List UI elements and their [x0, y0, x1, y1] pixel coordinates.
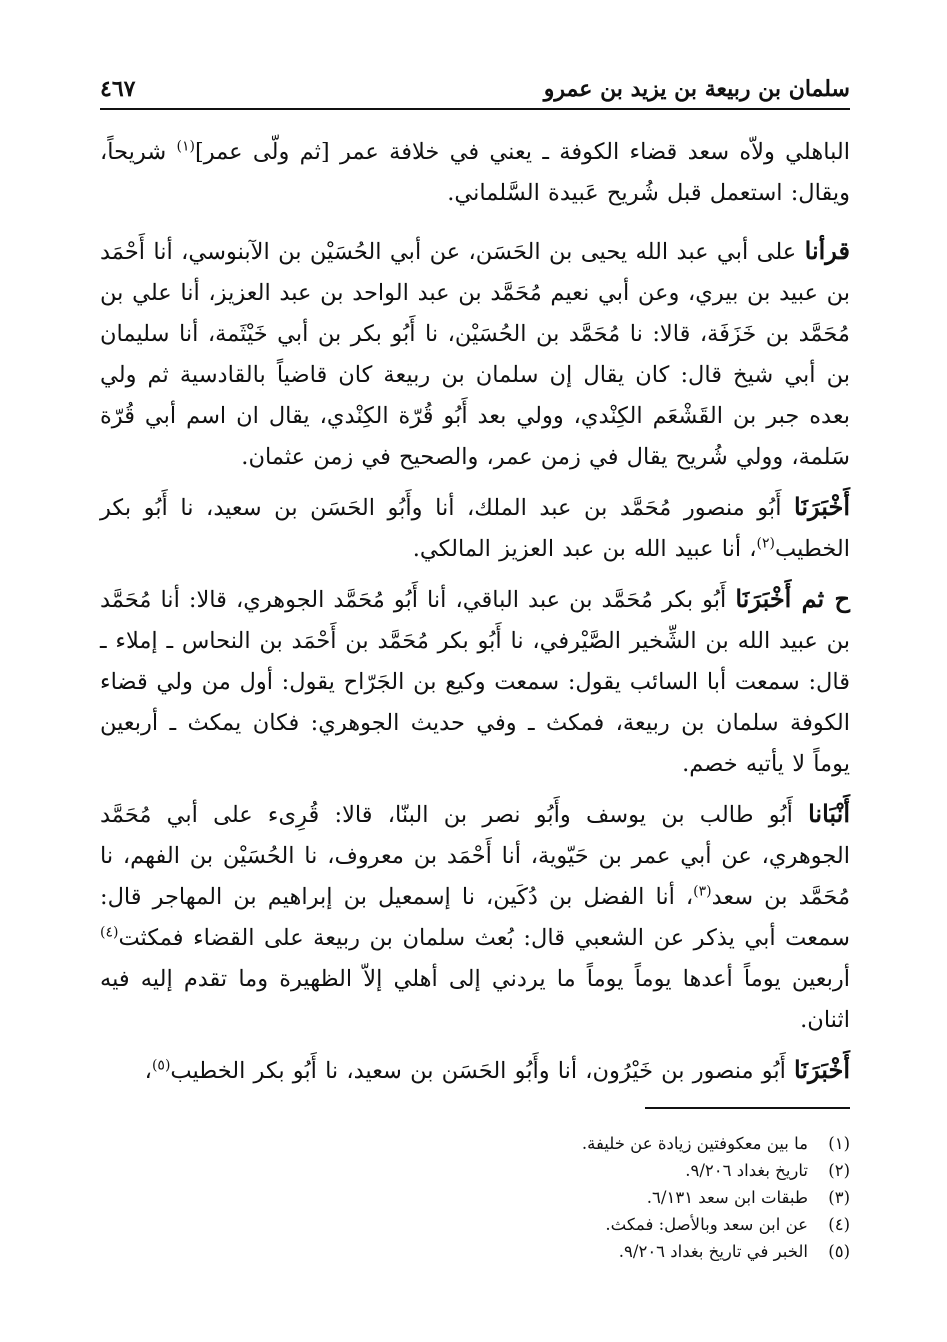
paragraph-text-cont: ،	[144, 1058, 152, 1084]
footnote-number: (٤)	[828, 1215, 850, 1234]
footnote-text: تاريخ بغداد ٩/٢٠٦.	[685, 1161, 808, 1180]
footnote-item	[100, 1130, 850, 1157]
paragraph-6	[100, 1049, 850, 1092]
paragraph-text: الباهلي ولاّه سعد قضاء الكوفة ـ يعني في خلافة عمر [ثم ولّى عمر]	[194, 139, 851, 165]
footnote-text: عن ابن سعد وبالأصل: فمكث.	[605, 1215, 808, 1234]
footnote-text: طبقات ابن سعد ٦/١٣١.	[646, 1188, 808, 1207]
paragraph-text-cont: أربعين يوماً أعدها يوماً يوماً ما يردني إلى أهلي إلاّ الظهيرة وما تقدم إليه فيه اثنان.	[100, 966, 850, 1033]
paragraph-text: أَبُو منصور مُحَمَّد بن عبد الملك، أنا وأَبُو الحَسَن بن سعيد، نا أَبُو بكر الخطيب	[100, 495, 850, 562]
running-title: سلمان بن ربيعة بن يزيد بن عمرو	[543, 76, 850, 102]
footnotes	[100, 1130, 850, 1265]
page-header	[100, 70, 850, 110]
page-number: ٤٦٧	[100, 76, 136, 102]
narration-lead: أَنْبَانا	[808, 799, 850, 828]
footnote-ref: (٣)	[693, 883, 712, 900]
paragraph-text: أَبُو بكر مُحَمَّد بن عبد الباقي، أنا أَبُو مُحَمَّد الجوهري، قالا: أنا مُحَمَّد بن عبيد الله بن الشِّخير الصَّيْرفي، نا أَبُو بكر مُحَمَّد بن أَحْمَد بن النحاس ـ إملاء ـ قال: سمعت أبا السائب يقول: سمعت وكيع بن الجَرّاح يقول: أول من ولي قضاء الكوفة سلمان بن ربيعة، فمكث ـ وفي حديث الجوهري: فكان يمكث ـ أربعين يوماً لا يأتيه خصم.	[100, 587, 850, 777]
paragraph-text: أَبُو منصور بن خَيْرُون، أنا وأَبُو الحَسَن بن سعيد، نا أَبُو بكر الخطيب	[170, 1058, 795, 1084]
footnote-number: (٥)	[828, 1242, 850, 1261]
paragraph-text-cont: ، أنا عبيد الله بن عبد العزيز المالكي.	[412, 536, 757, 562]
footnote-ref: (٢)	[756, 535, 776, 552]
footnote-divider	[645, 1107, 850, 1109]
footnote-number: (١)	[828, 1134, 850, 1153]
paragraph-1	[100, 132, 850, 214]
narration-lead: أَخْبَرَنَا	[794, 1055, 850, 1084]
paragraph-3	[100, 486, 850, 570]
narration-lead: ح ثم أَخْبَرَنَا	[735, 584, 850, 613]
main-text	[100, 132, 850, 1100]
paragraph-5	[100, 793, 850, 1041]
paragraph-text: على أبي عبد الله يحيى بن الحَسَن، عن أبي الحُسَيْن بن الآبنوسي، أنا أَحْمَد بن عبيد بن بيري، وعن أبي نعيم مُحَمَّد بن عبد الواحد بن عبد العزيز، أنا علي بن مُحَمَّد بن خَزَفَة، قالا: نا مُحَمَّد بن الحُسَيْن، نا أَبُو بكر بن أبي خَيْثَمة، أنا سليمان بن أبي شيخ قال: كان يقال إن سلمان بن ربيعة كان قاضياً بالقادسية ثم ولي بعده جبر بن القَشْعَم الكِنْدي، وولي بعد أَبُو قُرّة الكِنْدي، يقال ان اسم أبي قُرّة سَلمة، وولي شُريح يقال في زمن عمر، والصحيح في زمن عثمان.	[100, 239, 850, 470]
paragraph-2	[100, 230, 850, 478]
paragraph-text-cont: شريحاً، ويقال: استعمل قبل شُريح عَبيدة السَّلماني.	[100, 139, 850, 206]
paragraph-4	[100, 578, 850, 785]
footnote-item	[100, 1157, 850, 1184]
footnote-item	[100, 1211, 850, 1238]
footnote-ref: (٥)	[151, 1057, 171, 1074]
narration-lead: أَخْبَرَنَا	[794, 492, 850, 521]
footnote-item	[100, 1238, 850, 1265]
narration-lead: قرأنا	[804, 236, 850, 265]
paragraph-text-cont: ، أنا الفضل بن دُكَين، نا إسمعيل بن إبراهيم بن المهاجر قال: سمعت أبي يذكر عن الشعبي قال: بُعث سلمان بن ربيعة على القضاء فمكثت	[100, 884, 850, 951]
footnote-number: (٢)	[828, 1161, 850, 1180]
footnote-ref: (١)	[176, 138, 195, 155]
footnote-text: ما بين معكوفتين زيادة عن خليفة.	[581, 1134, 808, 1153]
footnote-item	[100, 1184, 850, 1211]
paragraph-text: أَبُو طالب بن يوسف وأَبُو نصر بن البنّا، قالا: قُرِىء على أبي مُحَمَّد الجوهري، عن أبي عمر بن حَيّوية، أنا أَحْمَد بن معروف، نا الحُسَيْن بن الفهم، نا مُحَمَّد بن سعد	[100, 802, 850, 910]
footnote-number: (٣)	[828, 1188, 850, 1207]
footnote-ref: (٤)	[100, 924, 119, 941]
footnote-text: الخبر في تاريخ بغداد ٩/٢٠٦.	[618, 1242, 808, 1261]
